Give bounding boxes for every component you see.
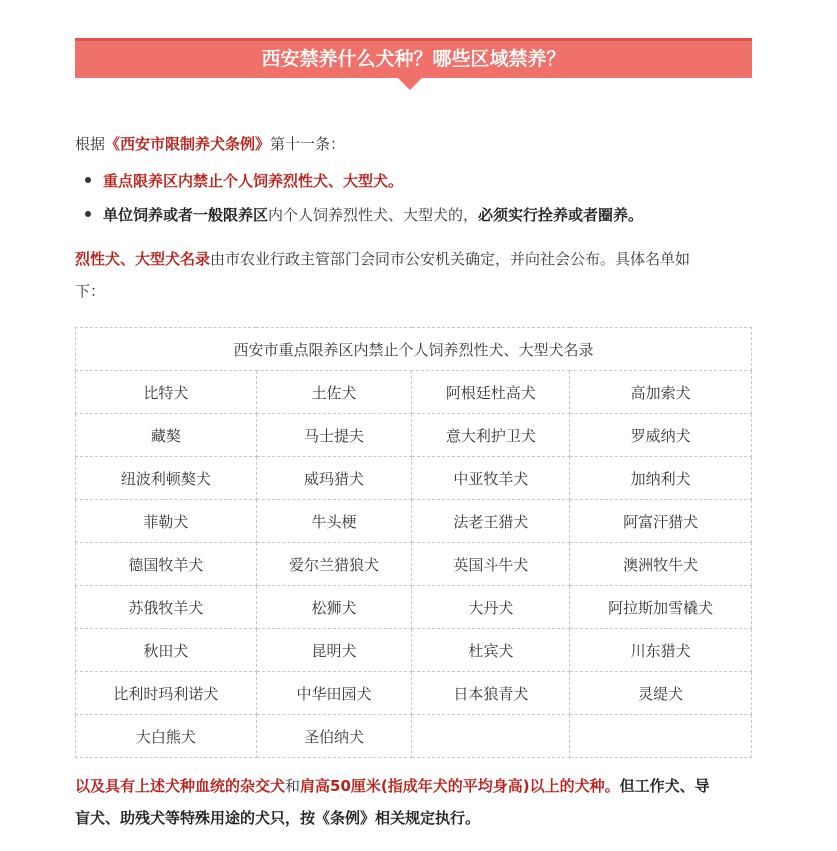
breed-cell: 阿富汗猎犬 <box>570 500 752 543</box>
intro-suffix: 第十一条： <box>270 135 346 153</box>
table-row <box>76 500 752 543</box>
breed-cell: 威玛猎犬 <box>256 457 412 500</box>
list-name-highlight: 烈性犬、大型犬名录 <box>75 250 211 268</box>
breed-cell: 高加索犬 <box>570 371 752 414</box>
breed-cell: 阿拉斯加雪橇犬 <box>570 586 752 629</box>
bullet-dot <box>85 211 91 217</box>
breed-cell: 法老王猎犬 <box>412 500 570 543</box>
breed-cell: 中亚牧羊犬 <box>412 457 570 500</box>
breed-cell-empty <box>412 715 570 758</box>
intro-prefix: 根据 <box>75 135 106 153</box>
breed-cell: 灵缇犬 <box>570 672 752 715</box>
footer-and: 和 <box>285 777 301 795</box>
breed-cell: 牛头梗 <box>256 500 412 543</box>
title-banner <box>75 38 752 78</box>
breed-cell: 松狮犬 <box>256 586 412 629</box>
breed-cell: 中华田园犬 <box>256 672 412 715</box>
footer-red-2: 肩高50厘米(指成年犬的平均身高)以上的犬种。 <box>300 777 620 795</box>
breed-cell: 爱尔兰猎狼犬 <box>256 543 412 586</box>
list-intro-line2: 下： <box>75 282 106 300</box>
breed-cell: 意大利护卫犬 <box>412 414 570 457</box>
table-row <box>76 672 752 715</box>
table-row <box>76 629 752 672</box>
footer-paragraph <box>75 770 755 834</box>
breed-cell: 土佐犬 <box>256 371 412 414</box>
breed-cell: 加纳利犬 <box>570 457 752 500</box>
breed-cell: 大丹犬 <box>412 586 570 629</box>
bullet-item-2 <box>85 205 643 225</box>
breed-cell: 日本狼青犬 <box>412 672 570 715</box>
banner-arrow <box>398 78 422 90</box>
breed-cell: 藏獒 <box>76 414 257 457</box>
bullet-2-middle: 内个人饲养烈性犬、大型犬的， <box>268 206 479 224</box>
table-row <box>76 371 752 414</box>
breed-cell: 阿根廷杜高犬 <box>412 371 570 414</box>
breed-cell: 大白熊犬 <box>76 715 257 758</box>
law-name-link[interactable]: 《西安市限制养犬条例》 <box>105 135 271 153</box>
bullet-dot <box>85 177 91 183</box>
bullet-item-1 <box>85 171 403 191</box>
banner-top-stripe <box>75 38 752 41</box>
table-caption-row <box>76 328 752 371</box>
table-row <box>76 414 752 457</box>
breed-cell: 秋田犬 <box>76 629 257 672</box>
breed-cell-empty <box>570 715 752 758</box>
breed-cell: 比特犬 <box>76 371 257 414</box>
footer-line2: 盲犬、助残犬等特殊用途的犬只，按《条例》相关规定执行。 <box>75 809 481 827</box>
breed-cell: 杜宾犬 <box>412 629 570 672</box>
breed-cell: 澳洲牧牛犬 <box>570 543 752 586</box>
intro-paragraph <box>75 128 345 160</box>
footer-red-1: 以及具有上述犬种血统的杂交犬 <box>75 777 286 795</box>
breed-cell: 比利时玛利诺犬 <box>76 672 257 715</box>
breed-cell: 昆明犬 <box>256 629 412 672</box>
breed-cell: 菲勒犬 <box>76 500 257 543</box>
list-intro-line1: 由市农业行政主管部门会同市公安机关确定，并向社会公布。具体名单如 <box>210 250 691 268</box>
page-title: 西安禁养什么犬种？哪些区域禁养？ <box>261 48 566 70</box>
bullet-2-bold-end: 必须实行拴养或者圈养。 <box>478 206 644 224</box>
breed-cell: 苏俄牧羊犬 <box>76 586 257 629</box>
list-intro-paragraph <box>75 243 690 307</box>
breed-cell: 马士提夫 <box>256 414 412 457</box>
footer-bold-1: 但工作犬、导 <box>619 777 710 795</box>
breed-cell: 德国牧羊犬 <box>76 543 257 586</box>
table-row <box>76 543 752 586</box>
table-row <box>76 586 752 629</box>
bullet-2-bold-start: 单位饲养或者一般限养区 <box>103 206 269 224</box>
bullet-text-1: 重点限养区内禁止个人饲养烈性犬、大型犬。 <box>103 172 404 190</box>
table-row <box>76 457 752 500</box>
breed-cell: 英国斗牛犬 <box>412 543 570 586</box>
table-caption: 西安市重点限养区内禁止个人饲养烈性犬、大型犬名录 <box>76 328 752 371</box>
banned-breeds-table <box>75 327 752 758</box>
breed-cell: 川东猎犬 <box>570 629 752 672</box>
breed-cell: 纽波利顿獒犬 <box>76 457 257 500</box>
breed-cell: 罗威纳犬 <box>570 414 752 457</box>
table-row <box>76 715 752 758</box>
breed-cell: 圣伯纳犬 <box>256 715 412 758</box>
